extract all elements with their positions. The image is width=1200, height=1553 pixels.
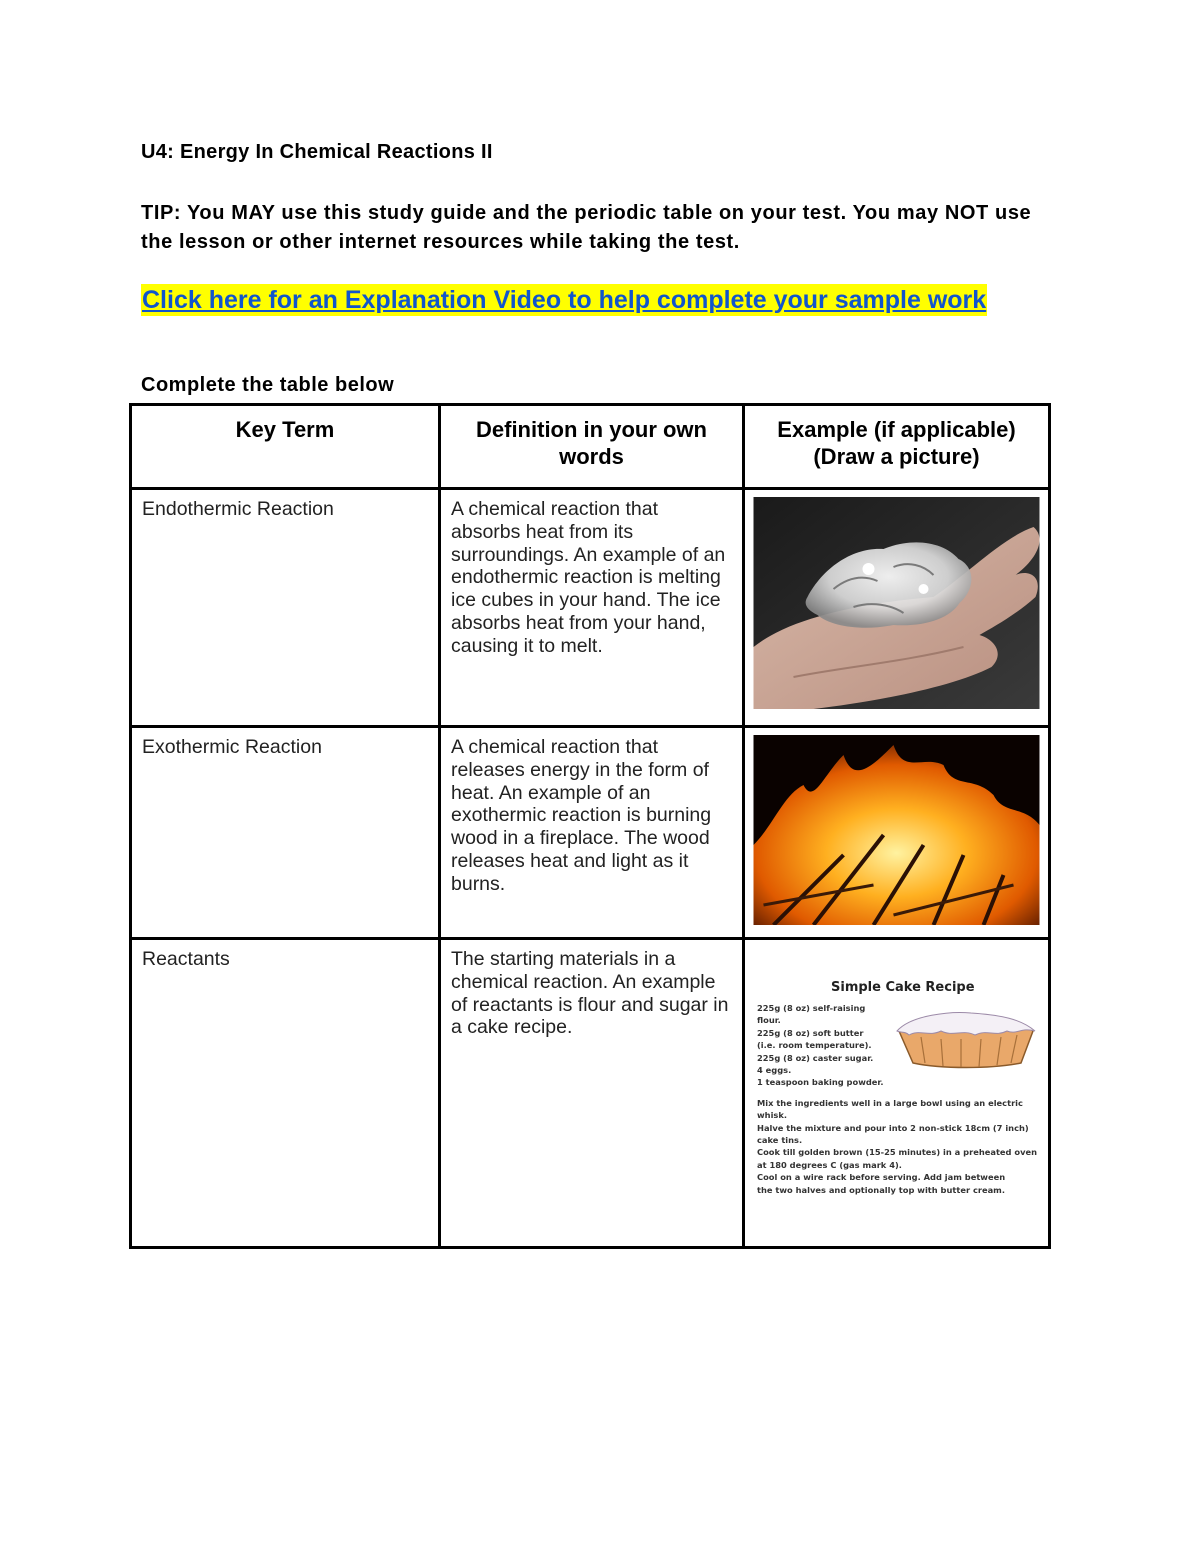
fire-image <box>753 735 1040 925</box>
header-key-term: Key Term <box>131 405 440 489</box>
table-row <box>131 489 1050 727</box>
term-cell: Reactants <box>131 939 440 1248</box>
table-row <box>131 939 1050 1248</box>
term-cell: Endothermic Reaction <box>131 489 440 727</box>
table-header-row <box>131 405 1050 489</box>
explanation-video-link[interactable]: Click here for an Explanation Video to help complete your sample work <box>142 286 987 314</box>
example-cell <box>744 727 1050 939</box>
table-instructions: Complete the table below <box>141 374 395 396</box>
definition-cell: A chemical reaction that releases energy in the form of heat. An example of an exothermic reaction is burning wood in a fireplace. The wood releases heat and light as it burns. <box>440 727 744 939</box>
term-cell: Exothermic Reaction <box>131 727 440 939</box>
header-example: Example (if applicable) (Draw a picture) <box>744 405 1050 489</box>
key-terms-table <box>129 403 1051 1249</box>
table-row <box>131 727 1050 939</box>
page-title: U4: Energy In Chemical Reactions II <box>141 141 493 163</box>
definition-cell: The starting materials in a chemical reaction. An example of reactants is flour and sugar in a cake recipe. <box>440 939 744 1248</box>
tip-text: TIP: You MAY use this study guide and the periodic table on your test. You may NOT use the lesson or other internet resources while taking the test. <box>141 202 1032 253</box>
ice-in-hand-image <box>753 497 1040 709</box>
header-definition: Definition in your own words <box>440 405 744 489</box>
recipe-title: Simple Cake Recipe <box>831 980 975 995</box>
recipe-text: 225g (8 oz) self-raising flour. 225g (8 oz) soft butter (i.e. room temperature). 225g (8 oz) caster sugar. 4 eggs. 1 teaspoon baking powder. Mix the ingredients well in a large bowl using an electric whisk. Halve the mixture and pour into 2 non-stick 18cm (7 inch) cake tins. Cook till golden brown (15-25 minutes) in a preheated oven at 180 degrees C (gas mark 4). Cool on a wire rack before serving. Add jam between the two halves and optionally top with butter cream. <box>757 1003 1038 1195</box>
example-cell <box>744 939 1050 1248</box>
cake-recipe-image <box>753 947 1039 1207</box>
definition-cell: A chemical reaction that absorbs heat from its surroundings. An example of an endothermic reaction is melting ice cubes in your hand. The ice absorbs heat from your hand, causing it to melt. <box>440 489 744 727</box>
pie-icon <box>891 1009 1039 1069</box>
example-cell <box>744 489 1050 727</box>
